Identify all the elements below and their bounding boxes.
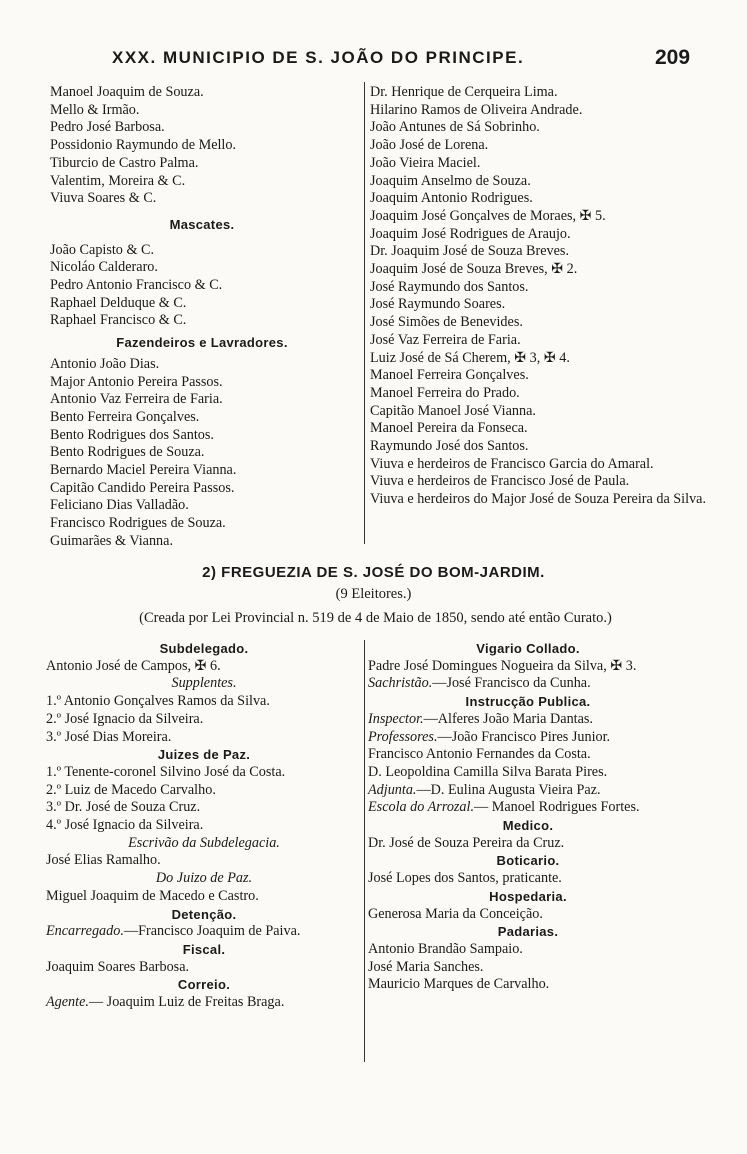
role-holder: —Alferes João Maria Dantas. bbox=[423, 710, 593, 727]
list-item: Viuva Soares & C. bbox=[50, 190, 157, 207]
list-item: Joaquim Soares Barbosa. bbox=[46, 958, 190, 975]
list-item: Capitão Candido Pereira Passos. bbox=[50, 479, 235, 496]
top-left-column bbox=[50, 84, 354, 551]
bottom-right-column bbox=[368, 640, 688, 994]
instrucao-heading: Instrucção Publica. bbox=[465, 694, 591, 710]
boticario-heading: Boticario. bbox=[496, 853, 560, 869]
list-item: Hilarino Ramos de Oliveira Andrade. bbox=[370, 101, 583, 118]
list-item: Bernardo Maciel Pereira Vianna. bbox=[50, 462, 237, 479]
list-item: Bento Ferreira Gonçalves. bbox=[50, 408, 200, 425]
role-holder: —José Francisco da Cunha. bbox=[432, 675, 591, 692]
list-item: Bento Rodrigues de Souza. bbox=[50, 444, 205, 461]
list-item: João Capisto & C. bbox=[50, 241, 155, 258]
list-item: Antonio João Dias. bbox=[50, 355, 160, 372]
list-item: 4.º José Ignacio da Silveira. bbox=[46, 817, 204, 834]
role-label: Inspector. bbox=[368, 710, 424, 727]
list-item: 2.º José Ignacio da Silveira. bbox=[46, 710, 204, 727]
fiscal-heading: Fiscal. bbox=[182, 941, 226, 957]
list-item: Mello & Irmão. bbox=[50, 101, 140, 118]
page-header bbox=[0, 48, 747, 74]
list-item: D. Leopoldina Camilla Silva Barata Pires. bbox=[368, 763, 608, 780]
role-label: Professores. bbox=[368, 728, 438, 745]
role-holder: —João Francisco Pires Junior. bbox=[437, 728, 611, 745]
padarias-heading: Padarias. bbox=[497, 924, 559, 940]
role-label: Agente. bbox=[46, 994, 89, 1011]
list-item: João Antunes de Sá Sobrinho. bbox=[370, 119, 540, 136]
list-item: Manoel Ferreira Gonçalves. bbox=[370, 367, 529, 384]
list-item: José Maria Sanches. bbox=[368, 958, 484, 975]
list-item: Francisco Rodrigues de Souza. bbox=[50, 515, 226, 532]
role-holder: — Joaquim Luiz de Freitas Braga. bbox=[88, 994, 285, 1011]
list-item: Padre José Domingues Nogueira da Silva, ✠ 3. bbox=[368, 657, 637, 674]
bottom-left-column bbox=[46, 640, 362, 1012]
running-title: XXX. MUNICIPIO DE S. JOÃO DO PRINCIPE. bbox=[112, 48, 525, 67]
list-item: Dr. Henrique de Cerqueira Lima. bbox=[370, 84, 558, 100]
list-item: Antonio José de Campos, ✠ 6. bbox=[46, 657, 221, 674]
list-item: Tiburcio de Castro Palma. bbox=[50, 154, 199, 171]
vigario-heading: Vigario Collado. bbox=[476, 641, 580, 656]
list-item: Guimarães & Vianna. bbox=[50, 532, 173, 549]
list-item: José Elias Ramalho. bbox=[46, 852, 161, 869]
role-label: Sachristão. bbox=[368, 675, 433, 692]
list-item: Joaquim José de Souza Breves, ✠ 2. bbox=[370, 261, 578, 278]
list-item: Raymundo José dos Santos. bbox=[370, 438, 529, 455]
list-item: 1.º Antonio Gonçalves Ramos da Silva. bbox=[46, 693, 270, 710]
role-label: Escola do Arrozal. bbox=[368, 799, 475, 816]
list-item: Valentim, Moreira & C. bbox=[50, 172, 186, 189]
list-item: Manoel Ferreira do Prado. bbox=[370, 384, 520, 401]
list-item: Raphael Delduque & C. bbox=[50, 294, 187, 311]
list-item bbox=[46, 994, 362, 1012]
juizo-heading: Do Juizo de Paz. bbox=[155, 870, 253, 887]
list-item: José Vaz Ferreira de Faria. bbox=[370, 331, 521, 348]
list-item: Antonio Vaz Ferreira de Faria. bbox=[50, 391, 223, 408]
list-item: Manoel Joaquim de Souza. bbox=[50, 84, 204, 100]
page-number: 209 bbox=[655, 46, 691, 69]
column-divider bbox=[364, 82, 365, 544]
list-item: Joaquim José Rodrigues de Araujo. bbox=[370, 225, 571, 242]
list-item: 3.º José Dias Moreira. bbox=[46, 728, 172, 745]
list-item: Generosa Maria da Conceição. bbox=[368, 905, 543, 922]
list-item: Capitão Manoel José Vianna. bbox=[370, 402, 536, 419]
list-item bbox=[368, 729, 688, 747]
list-item: José Raymundo Soares. bbox=[370, 296, 506, 313]
list-item: Mauricio Marques de Carvalho. bbox=[368, 976, 550, 993]
role-holder: — Manoel Rodrigues Fortes. bbox=[474, 799, 640, 816]
juizes-heading: Juizes de Paz. bbox=[157, 747, 251, 763]
list-item: Miguel Joaquim de Macedo e Castro. bbox=[46, 887, 259, 904]
list-item: Joaquim Anselmo de Souza. bbox=[370, 172, 531, 189]
list-item: Joaquim Antonio Rodrigues. bbox=[370, 190, 533, 207]
list-item: José Simões de Benevides. bbox=[370, 314, 523, 331]
list-item: Francisco Antonio Fernandes da Costa. bbox=[368, 746, 591, 763]
list-item: 1.º Tenente-coronel Silvino José da Costa. bbox=[46, 763, 286, 780]
list-item: Dr. José de Souza Pereira da Cruz. bbox=[368, 834, 565, 851]
list-item: Raphael Francisco & C. bbox=[50, 312, 187, 329]
list-item: Viuva e herdeiros de Francisco José de Paula. bbox=[370, 473, 630, 490]
list-item: Antonio Brandão Sampaio. bbox=[368, 940, 523, 957]
subdelegado-heading: Subdelegado. bbox=[159, 641, 249, 656]
escrivao-heading: Escrivão da Subdelegacia. bbox=[128, 834, 280, 851]
list-item: Major Antonio Pereira Passos. bbox=[50, 373, 223, 390]
list-item bbox=[368, 711, 688, 729]
list-item: Bento Rodrigues dos Santos. bbox=[50, 426, 214, 443]
role-label: Encarregado. bbox=[46, 923, 124, 940]
detencao-heading: Detenção. bbox=[171, 906, 237, 922]
list-item bbox=[368, 782, 688, 800]
section-title: 2) FREGUEZIA DE S. JOSÉ DO BOM-JARDIM. bbox=[202, 564, 545, 581]
list-item: Joaquim José Gonçalves de Moraes, ✠ 5. bbox=[370, 207, 606, 224]
list-item bbox=[368, 675, 688, 693]
creation-note: (Creada por Lei Provincial n. 519 de 4 de Maio de 1850, sendo até então Curato.) bbox=[139, 610, 612, 626]
mascates-heading: Mascates. bbox=[169, 216, 235, 232]
fazendeiros-heading: Fazendeiros e Lavradores. bbox=[116, 335, 288, 351]
electors-note: (9 Eleitores.) bbox=[335, 586, 412, 602]
list-item: João José de Lorena. bbox=[370, 137, 489, 154]
list-item: José Raymundo dos Santos. bbox=[370, 278, 529, 295]
role-label: Adjunta. bbox=[368, 781, 417, 798]
role-holder: —Francisco Joaquim de Paiva. bbox=[123, 923, 301, 940]
list-item: Manoel Pereira da Fonseca. bbox=[370, 420, 528, 437]
column-divider bbox=[364, 640, 365, 1062]
list-item bbox=[368, 799, 688, 817]
list-item: Dr. Joaquim José de Souza Breves. bbox=[370, 243, 569, 260]
list-item: Possidonio Raymundo de Mello. bbox=[50, 137, 237, 154]
list-item: José Lopes dos Santos, praticante. bbox=[368, 870, 562, 887]
list-item: João Vieira Maciel. bbox=[370, 154, 481, 171]
list-item: Feliciano Dias Valladão. bbox=[50, 497, 189, 514]
list-item: Viuva e herdeiros de Francisco Garcia do Amaral. bbox=[370, 455, 654, 472]
list-item: 3.º Dr. José de Souza Cruz. bbox=[46, 799, 201, 816]
list-item: 2.º Luiz de Macedo Carvalho. bbox=[46, 781, 216, 798]
list-item bbox=[46, 923, 362, 941]
correio-heading: Correio. bbox=[177, 977, 231, 993]
list-item: Viuva e herdeiros do Major José de Souza Pereira da Silva. bbox=[370, 491, 707, 508]
list-item: Pedro José Barbosa. bbox=[50, 119, 165, 136]
supplentes-heading: Supplentes. bbox=[171, 675, 237, 692]
list-item: Luiz José de Sá Cherem, ✠ 3, ✠ 4. bbox=[370, 349, 570, 366]
medico-heading: Medico. bbox=[502, 818, 554, 834]
list-item: Nicoláo Calderaro. bbox=[50, 259, 158, 276]
top-right-column bbox=[370, 84, 707, 509]
hospedaria-heading: Hospedaria. bbox=[489, 888, 567, 904]
list-item: Pedro Antonio Francisco & C. bbox=[50, 277, 223, 294]
role-holder: —D. Eulina Augusta Vieira Paz. bbox=[416, 781, 601, 798]
